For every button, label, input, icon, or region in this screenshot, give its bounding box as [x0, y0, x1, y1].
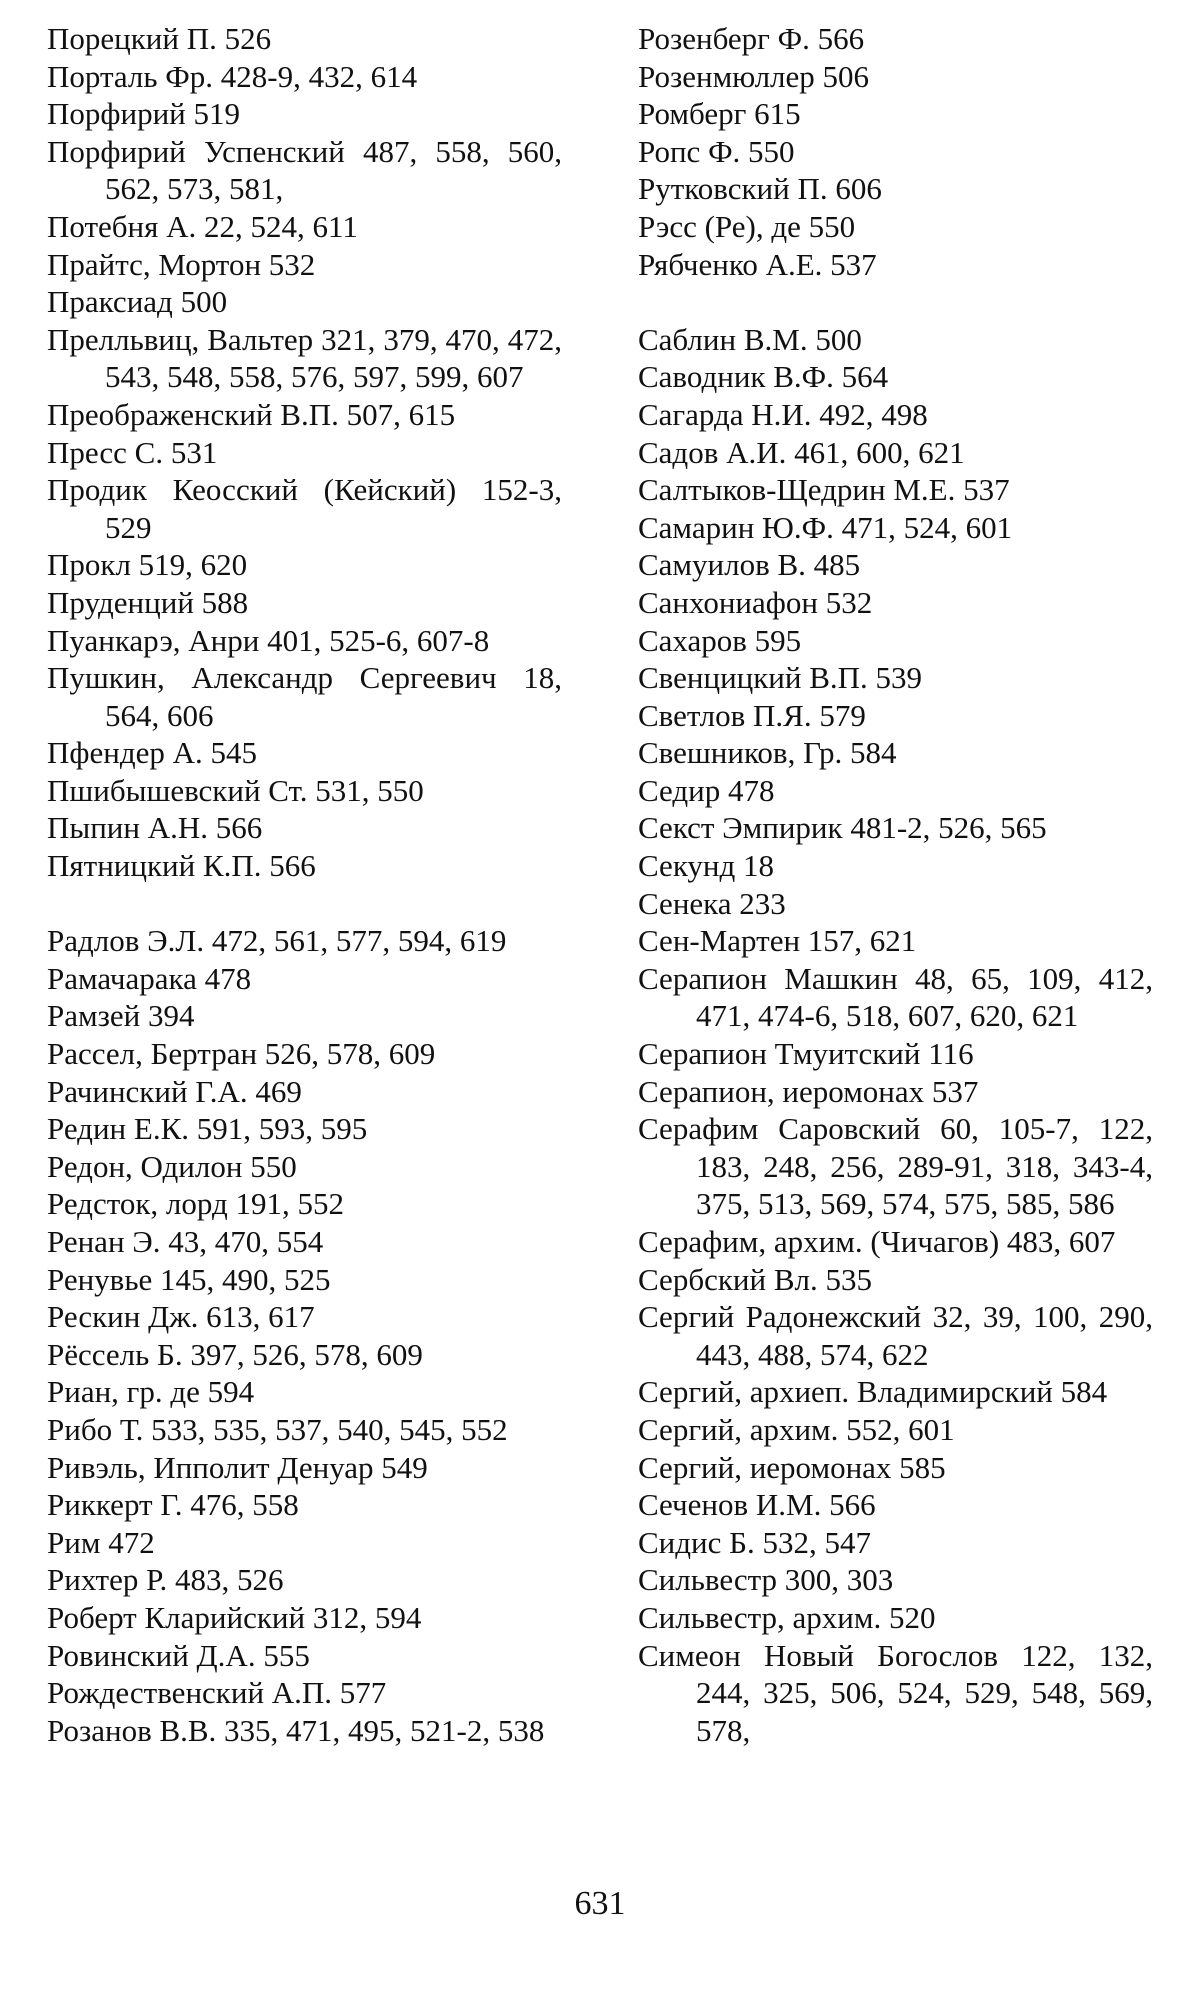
index-entry: Свешников, Гр. 584 — [638, 735, 897, 771]
index-entry: Сергий, архиеп. Владимирский 584 — [638, 1374, 1108, 1410]
index-entry: Ровинский Д.А. 555 — [47, 1637, 310, 1673]
index-entry: Пфендер А. 545 — [47, 735, 257, 771]
index-entry: Ривэль, Ипполит Денуар 549 — [47, 1449, 428, 1485]
index-entry: Сильвестр 300, 303 — [638, 1562, 894, 1598]
index-entry: Секст Эмпирик 481-2, 526, 565 — [638, 810, 1047, 846]
index-column-right — [638, 20, 1153, 1749]
index-entry: Розенберг Ф. 566 — [638, 21, 865, 56]
index-entry: Розенмюллер 506 — [638, 58, 870, 94]
index-entry: Порфирий Успенский 487, 558, 560, 562, 573, 581, — [47, 133, 562, 207]
index-entry: Серапион Тмуитский 116 — [638, 1036, 974, 1072]
index-entry: Рождественский А.П. 577 — [47, 1675, 387, 1711]
index-entry: Серапион Машкин 48, 65, 109, 412, 471, 474-6, 518, 607, 620, 621 — [638, 960, 1153, 1034]
index-entry: Рёссель Б. 397, 526, 578, 609 — [47, 1336, 423, 1372]
index-entry: Роберт Кларийский 312, 594 — [47, 1599, 422, 1635]
index-entry: Прелльвиц, Вальтер 321, 379, 470, 472, 543, 548, 558, 576, 597, 599, 607 — [47, 321, 562, 395]
index-entry: Пуанкарэ, Анри 401, 525-6, 607-8 — [47, 622, 490, 658]
section-gap — [638, 283, 1153, 321]
index-entry: Прайтс, Мортон 532 — [47, 246, 316, 282]
index-entry: Продик Кеосский (Кейский) 152-3, 529 — [47, 472, 562, 545]
index-entry: Порецкий П. 526 — [47, 21, 272, 56]
index-entry: Свенцицкий В.П. 539 — [638, 660, 923, 696]
index-entry: Светлов П.Я. 579 — [638, 697, 866, 733]
index-entry: Рассел, Бертран 526, 578, 609 — [47, 1036, 436, 1072]
index-entry: Пруденций 588 — [47, 584, 249, 620]
index-entry: Рим 472 — [47, 1524, 155, 1560]
index-entry: Сидис Б. 532, 547 — [638, 1524, 871, 1560]
index-entry: Редон, Одилон 550 — [47, 1148, 297, 1184]
index-entry: Рутковский П. 606 — [638, 171, 882, 207]
index-entry: Рамзей 394 — [47, 998, 195, 1034]
index-entry: Преображенский В.П. 507, 615 — [47, 396, 456, 432]
index-column-left — [47, 20, 562, 1749]
index-entry: Пшибышевский Ст. 531, 550 — [47, 772, 424, 808]
index-entry: Розанов В.В. 335, 471, 495, 521-2, 538 — [47, 1712, 545, 1748]
index-entry: Рябченко А.Е. 537 — [638, 246, 877, 282]
index-entry: Ромберг 615 — [638, 96, 801, 132]
index-entry: Риккерт Г. 476, 558 — [47, 1487, 299, 1523]
index-entry: Серафим Саровский 60, 105-7, 122, 183, 248, 256, 289-91, 318, 343-4, 375, 513, 569, 574, 575, 585, 586 — [638, 1111, 1153, 1222]
index-entry: Пыпин А.Н. 566 — [47, 810, 263, 846]
index-entry: Редсток, лорд 191, 552 — [47, 1186, 344, 1222]
index-entry: Сен-Мартен 157, 621 — [638, 923, 917, 959]
index-entry: Редин Е.К. 591, 593, 595 — [47, 1111, 368, 1147]
page-number: 631 — [574, 1885, 626, 1922]
index-entry: Саводник В.Ф. 564 — [638, 359, 889, 395]
index-entry: Саблин В.М. 500 — [638, 321, 862, 357]
index-entry: Серафим, архим. (Чичагов) 483, 607 — [638, 1224, 1116, 1259]
index-entry: Садов А.И. 461, 600, 621 — [638, 434, 965, 470]
index-entry: Радлов Э.Л. 472, 561, 577, 594, 619 — [47, 923, 507, 959]
index-entry: Самарин Ю.Ф. 471, 524, 601 — [638, 509, 1013, 545]
index-entry: Сенека 233 — [638, 885, 786, 921]
index-entry: Сергий, архим. 552, 601 — [638, 1411, 955, 1447]
index-entry: Салтыков-Щедрин М.Е. 537 — [638, 472, 1010, 508]
index-entry: Рамачарака 478 — [47, 960, 252, 996]
index-entry: Рескин Дж. 613, 617 — [47, 1299, 315, 1335]
index-entry: Рихтер Р. 483, 526 — [47, 1562, 284, 1598]
index-entry: Ропс Ф. 550 — [638, 133, 795, 169]
index-entry: Симеон Новый Богослов 122, 132, 244, 325, 506, 524, 529, 548, 569, 578, — [638, 1637, 1153, 1748]
index-entry: Рибо Т. 533, 535, 537, 540, 545, 552 — [47, 1411, 508, 1447]
index-entry: Риан, гр. де 594 — [47, 1374, 255, 1410]
index-entry: Рачинский Г.А. 469 — [47, 1073, 302, 1109]
index-entry: Самуилов В. 485 — [638, 547, 861, 583]
index-entry: Пятницкий К.П. 566 — [47, 848, 316, 884]
index-entry: Сергий, иеромонах 585 — [638, 1449, 946, 1485]
index-entry: Серапион, иеромонах 537 — [638, 1073, 979, 1109]
index-entry: Сагарда Н.И. 492, 498 — [638, 396, 928, 432]
index-entry: Праксиад 500 — [47, 284, 228, 320]
index-entry: Пушкин, Александр Сергеевич 18, 564, 606 — [47, 660, 562, 733]
index-entry: Рэсс (Ре), де 550 — [638, 208, 856, 244]
index-entry: Сергий Радонежский 32, 39, 100, 290, 443, 488, 574, 622 — [638, 1299, 1153, 1372]
index-entry: Сильвестр, архим. 520 — [638, 1599, 936, 1635]
index-entry: Потебня А. 22, 524, 611 — [47, 208, 358, 244]
index-entry: Сахаров 595 — [638, 622, 802, 658]
index-entry: Сеченов И.М. 566 — [638, 1487, 876, 1523]
index-entry: Порфирий 519 — [47, 96, 240, 132]
index-entry: Прокл 519, 620 — [47, 547, 248, 583]
index-entry: Санхониафон 532 — [638, 584, 873, 620]
index-entry: Ренувье 145, 490, 525 — [47, 1261, 331, 1297]
index-entry: Пресс С. 531 — [47, 434, 218, 470]
index-entry: Сербский Вл. 535 — [638, 1261, 872, 1297]
index-entry: Порталь Фр. 428-9, 432, 614 — [47, 58, 418, 94]
section-gap — [47, 885, 562, 923]
index-entry: Секунд 18 — [638, 848, 775, 884]
index-entry: Седир 478 — [638, 772, 775, 808]
index-entry: Ренан Э. 43, 470, 554 — [47, 1224, 324, 1259]
